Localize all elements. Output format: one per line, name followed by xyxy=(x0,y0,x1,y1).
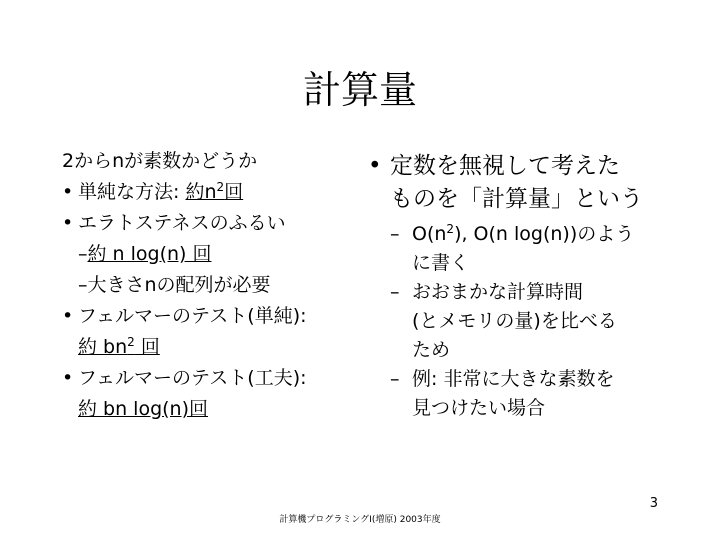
right-column xyxy=(368,150,698,423)
right-line-1 xyxy=(368,150,698,183)
bullet-icon: • xyxy=(62,367,74,389)
bullet-icon: • xyxy=(62,212,74,234)
fermat-improved-label: フェルマーのテスト(工夫): xyxy=(78,367,307,389)
right-line-2 xyxy=(368,183,698,216)
notation-text: $O(n^2)$, O(n log(n))のよう xyxy=(412,222,635,245)
left-line-9 xyxy=(62,394,362,425)
right-line-4 xyxy=(368,249,698,278)
left-line-7 xyxy=(62,332,362,363)
sieve-cost: 約 n log(n) 回 xyxy=(87,243,212,265)
dash-icon: – xyxy=(390,223,400,245)
naive-cost: 約$n^2$回 xyxy=(185,180,244,203)
purpose-text-cont: (とメモリの量)を比べる xyxy=(412,310,617,332)
left-line-6 xyxy=(62,301,362,332)
dash-icon: – xyxy=(390,281,400,303)
left-line-4 xyxy=(62,239,362,270)
right-line-6 xyxy=(368,307,698,336)
naive-method-label: 単純な方法: xyxy=(78,181,186,203)
left-line-5 xyxy=(62,270,362,301)
left-line-8 xyxy=(62,363,362,394)
definition-text: 定数を無視して考えた xyxy=(390,153,620,179)
fermat-simple-label: フェルマーのテスト(単純): xyxy=(78,305,307,327)
left-line-2 xyxy=(62,177,362,208)
right-line-3 xyxy=(368,220,698,249)
right-line-7 xyxy=(368,336,698,365)
sieve-label: エラトステネスのふるい xyxy=(78,212,286,234)
right-line-8 xyxy=(368,365,698,394)
right-line-9 xyxy=(368,394,698,423)
sieve-memory-note: –大きさnの配列が必要 xyxy=(78,274,271,296)
left-line-1 xyxy=(62,146,362,177)
purpose-text-end: ため xyxy=(412,339,451,361)
slide-title: 計算量 xyxy=(302,68,417,112)
dash-icon: – xyxy=(390,368,400,390)
notation-text-cont: に書く xyxy=(412,252,470,274)
heading-text: 2からnが素数かどうか xyxy=(62,150,258,172)
slide-footer: 計算機プログラミングI(増原) 2003年度 xyxy=(279,515,441,525)
bullet-icon: • xyxy=(62,305,74,327)
purpose-text: おおまかな計算時間 xyxy=(412,281,584,303)
fermat-simple-cost: 約 $bn^2$ 回 xyxy=(78,335,160,358)
left-line-3 xyxy=(62,208,362,239)
right-line-5 xyxy=(368,278,698,307)
example-text: 例: 非常に大きな素数を xyxy=(412,368,615,390)
bullet-icon: • xyxy=(368,153,382,179)
dash-icon: – xyxy=(78,243,88,265)
example-text-cont: 見つけたい場合 xyxy=(412,397,546,419)
definition-text-cont: ものを「計算量」という xyxy=(390,186,643,212)
bullet-icon: • xyxy=(62,181,74,203)
fermat-improved-cost: 約 bn log(n)回 xyxy=(78,398,209,420)
left-column xyxy=(62,146,362,425)
page-number: 3 xyxy=(649,496,658,511)
